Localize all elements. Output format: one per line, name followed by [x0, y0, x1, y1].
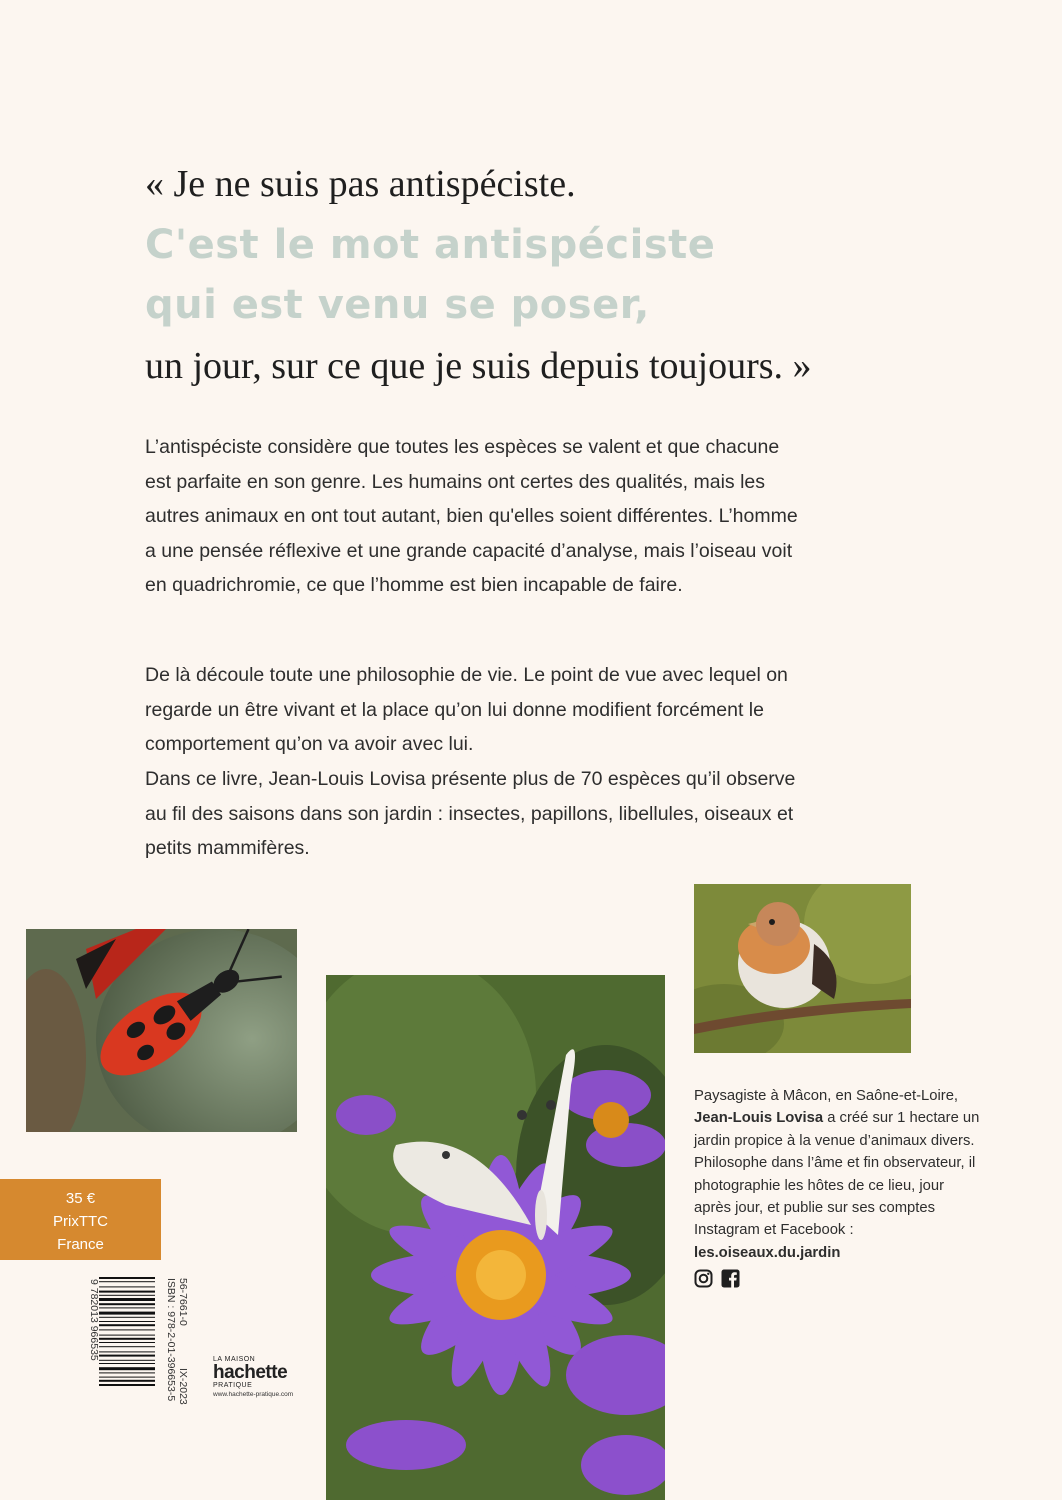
- publisher-name: hachette: [213, 1362, 288, 1383]
- bio-text: a créé sur 1 hectare un jardin propice à la venue d’animaux divers. Philosophe dans l’âme et fin observateur, il photographie les hôtes de ce lieu, jour après jour, et publie sur ses comptes Instagram et Facebook :: [694, 1110, 980, 1239]
- barcode-bar: [99, 1384, 155, 1386]
- barcode-bar: [99, 1277, 155, 1279]
- barcode-bar: [99, 1346, 155, 1347]
- barcode-bar: [99, 1329, 155, 1330]
- author-bio: [694, 1085, 984, 1264]
- price-amount: 35 €: [65, 1190, 96, 1207]
- price-badge: [0, 1179, 161, 1260]
- barcode-bar: [99, 1324, 155, 1326]
- barcode-bar: [99, 1372, 155, 1373]
- barcode-bar: [99, 1303, 155, 1305]
- author-name: Jean-Louis Lovisa: [694, 1110, 824, 1127]
- quote-line-3: qui est venu se poser,: [145, 282, 650, 328]
- price-country: France: [57, 1236, 104, 1253]
- barcode-bar: [99, 1291, 155, 1293]
- barcode-bar: [99, 1307, 155, 1308]
- barcode-bar: [99, 1281, 155, 1282]
- publisher-line1: LA MAISON: [213, 1356, 256, 1363]
- barcode-bar: [99, 1298, 155, 1301]
- publisher-line2: PRATIQUE: [213, 1382, 253, 1389]
- code-number: 56-7661-0: [177, 1278, 189, 1326]
- social-handle: les.oiseaux.du.jardin: [694, 1244, 841, 1261]
- instagram-icon: [694, 1269, 713, 1288]
- barcode-bar: [99, 1295, 155, 1296]
- barcode-bar: [99, 1363, 155, 1364]
- barcode-bar: [99, 1377, 155, 1378]
- butterfly-photo: [326, 975, 665, 1500]
- firebug-photo: [26, 929, 297, 1132]
- publisher-logo: [213, 1356, 293, 1398]
- barcode-bar: [99, 1351, 155, 1352]
- barcode-bar: [99, 1338, 155, 1340]
- barcode-bar: [99, 1286, 155, 1287]
- barcode-digits: 9 782013 966535: [88, 1279, 100, 1361]
- facebook-icon: [721, 1269, 740, 1288]
- barcode-bar: [99, 1355, 155, 1357]
- barcode-bar: [99, 1360, 155, 1361]
- barcode-bar: [99, 1342, 155, 1343]
- paragraph-3: Dans ce livre, Jean-Louis Lovisa présente plus de 70 espèces qu’il observe au fil des saisons dans son jardin : insectes, papillons, libellules, oiseaux et petits mammifères.: [145, 768, 796, 859]
- price-label: PrixTTC: [53, 1213, 108, 1230]
- paragraph-1: L’antispéciste considère que toutes les espèces se valent et que chacune est parfaite en son genre. Les humains ont certes des qualités, mais les autres animaux en ont tout autant, bien qu'elles soient différentes. L’homme a une pensée réflexive et une grande capacité d’analyse, mais l’oiseau voit en quadrichromie, ce que l’homme est bien incapable de faire.: [145, 436, 798, 596]
- isbn-code: ISBN : 978-2-01-396653-5: [165, 1278, 177, 1402]
- publisher-url: www.hachette-pratique.com: [213, 1391, 294, 1398]
- paragraph-2: De là découle toute une philosophie de vie. Le point de vue avec lequel on regarde un être vivant et la place qu’on lui donne modifient forcément le comportement qu’on va avoir avec lui.: [145, 664, 788, 755]
- quote-line-4: un jour, sur ce que je suis depuis toujours. »: [145, 345, 812, 387]
- barcode-bar: [99, 1367, 155, 1370]
- social-icons: [694, 1269, 740, 1288]
- quote-line-2: C'est le mot antispéciste: [145, 222, 716, 268]
- quote-line-1: « Je ne suis pas antispéciste.: [145, 163, 576, 205]
- edition-code: IX-2023: [177, 1368, 189, 1405]
- barcode-bar: [99, 1321, 155, 1322]
- barcode-bar: [99, 1317, 155, 1318]
- bird-photo: [694, 884, 911, 1053]
- bio-intro: Paysagiste à Mâcon, en Saône-et-Loire,: [694, 1088, 959, 1104]
- barcode-bar: [99, 1380, 155, 1382]
- barcode-bar: [99, 1335, 155, 1336]
- barcode-bar: [99, 1312, 155, 1315]
